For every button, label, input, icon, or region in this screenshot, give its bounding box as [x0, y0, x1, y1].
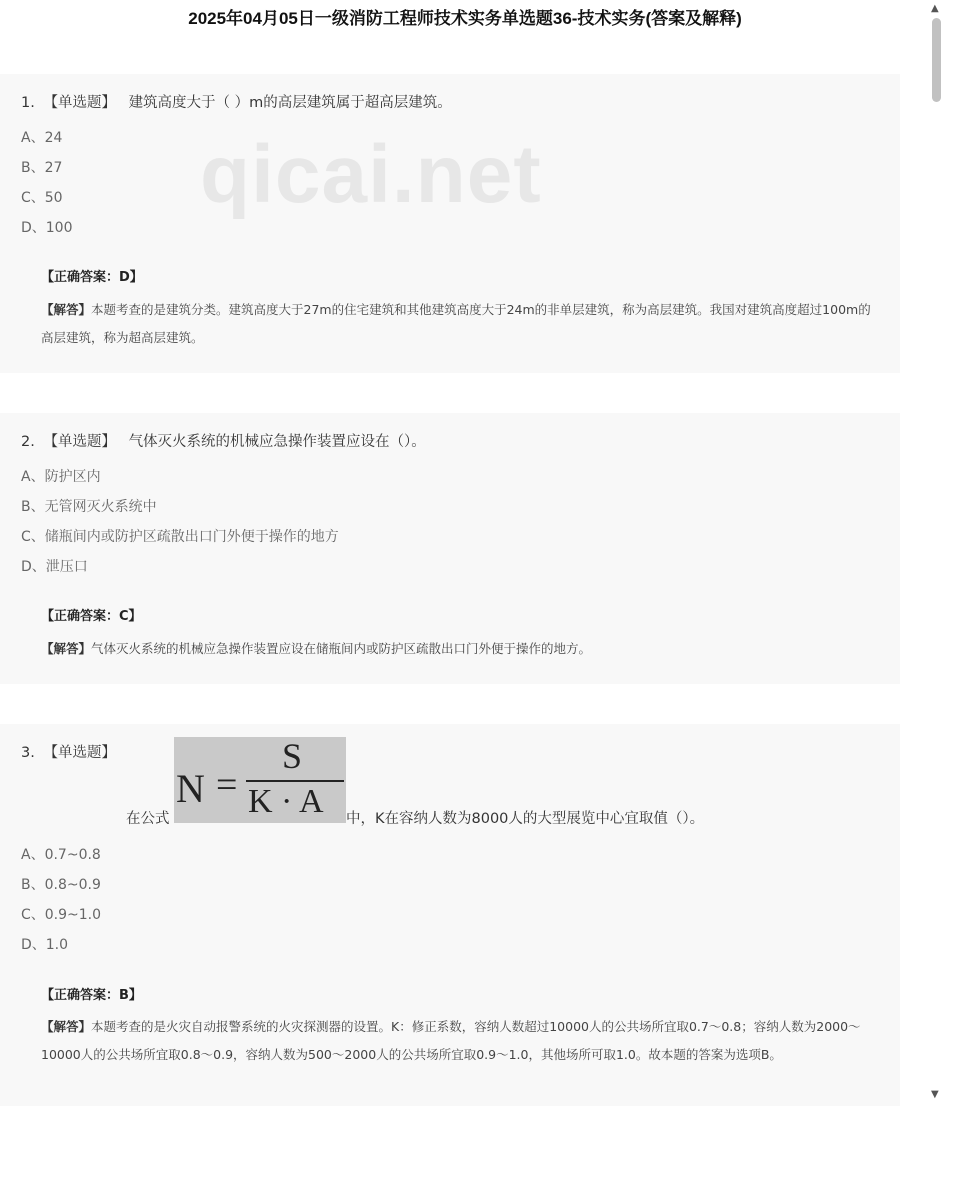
option-a[interactable]: A、24 — [21, 130, 63, 146]
page-title: 2025年04月05日一级消防工程师技术实务单选题36-技术实务(答案及解释) — [188, 9, 742, 28]
option-d[interactable]: D、1.0 — [21, 937, 69, 953]
formula-image — [174, 737, 346, 823]
formula-n: N — [176, 766, 205, 811]
question-number: 2. — [21, 434, 35, 450]
option-b[interactable]: B、0.8~0.9 — [21, 877, 101, 893]
correct-answer: 【正确答案：B】 — [41, 988, 142, 1003]
correct-answer: 【正确答案：C】 — [41, 609, 142, 624]
option-b[interactable]: B、无管网灭火系统中 — [21, 499, 157, 515]
option-c[interactable]: C、储瓶间内或防护区疏散出口门外便于操作的地方 — [21, 529, 339, 545]
option-c[interactable]: C、0.9~1.0 — [21, 907, 102, 923]
formula-numerator: S — [282, 736, 303, 776]
question-number: 3. — [21, 745, 35, 761]
explanation — [41, 635, 873, 663]
option-a[interactable]: A、0.7~0.8 — [21, 847, 101, 863]
explanation-label: 【解答】 — [41, 1019, 92, 1034]
watermark: qicai.net — [200, 129, 542, 220]
question-stem-after: 中，K在容纳人数为8000人的大型展览中心宜取值（）。 — [346, 811, 705, 827]
question-stem-before: 在公式 — [126, 811, 170, 827]
formula-equals: = — [216, 764, 238, 806]
question-1-header — [21, 91, 452, 112]
question-3-header — [21, 741, 124, 762]
explanation-label: 【解答】 — [41, 641, 92, 656]
explanation-text: 本题考查的是火灾自动报警系统的火灾探测器的设置。K：修正系数，容纳人数超过10000人的公共场所宜取0.7～0.8；容纳人数为2000～10000人的公共场所宜取0.8～0.9，容纳人数为500～2000人的公共场所宜取0.9～1.0，其他场所可取1.0。故本题的答案为选项B。 — [41, 1019, 861, 1062]
question-stem: 气体灭火系统的机械应急操作装置应设在（）。 — [128, 434, 426, 450]
explanation — [41, 296, 873, 352]
explanation-text: 本题考查的是建筑分类。建筑高度大于27m的住宅建筑和其他建筑高度大于24m的非单层建筑，称为高层建筑。我国对建筑高度超过100m的高层建筑，称为超高层建筑。 — [41, 302, 871, 345]
scrollbar-thumb[interactable] — [932, 18, 941, 102]
scroll-down-arrow-icon[interactable]: ▼ — [931, 1089, 939, 1100]
question-type-tag: 【单选题】 — [43, 95, 116, 111]
question-number: 1. — [21, 95, 35, 111]
explanation — [41, 1013, 873, 1069]
option-c[interactable]: C、50 — [21, 190, 63, 206]
option-a[interactable]: A、防护区内 — [21, 469, 101, 485]
option-d[interactable]: D、100 — [21, 220, 73, 236]
question-type-tag: 【单选题】 — [43, 745, 116, 761]
option-b[interactable]: B、27 — [21, 160, 63, 176]
formula-denominator: K · A — [248, 783, 324, 820]
question-2-header — [21, 430, 426, 451]
correct-answer: 【正确答案：D】 — [41, 270, 143, 285]
explanation-label: 【解答】 — [41, 302, 92, 317]
question-type-tag: 【单选题】 — [43, 434, 116, 450]
formula-fraction-bar — [246, 780, 344, 782]
scrollbar-track[interactable] — [929, 0, 945, 1104]
explanation-text: 气体灭火系统的机械应急操作装置应设在储瓶间内或防护区疏散出口门外便于操作的地方。 — [91, 641, 592, 656]
option-d[interactable]: D、泄压口 — [21, 559, 88, 575]
scroll-up-arrow-icon[interactable]: ▲ — [931, 3, 939, 14]
question-stem: 建筑高度大于（ ）m的高层建筑属于超高层建筑。 — [128, 95, 452, 111]
